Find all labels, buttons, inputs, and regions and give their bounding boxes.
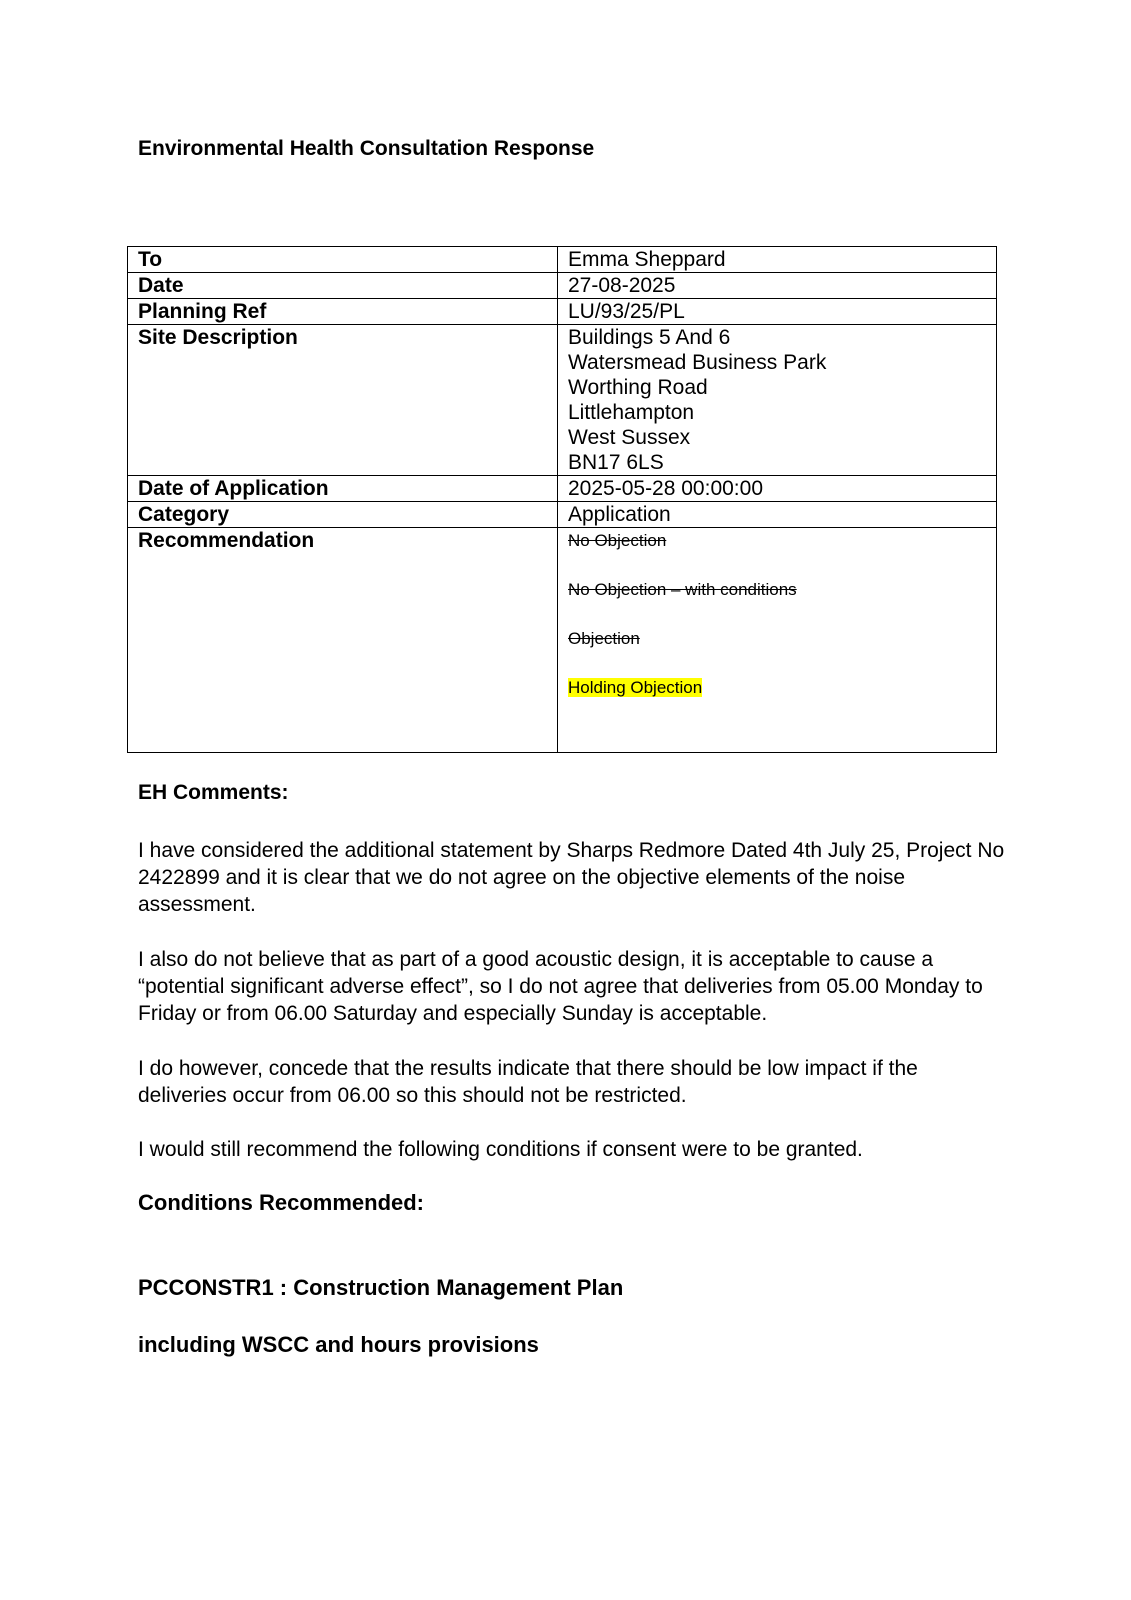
site-description-value (558, 325, 997, 476)
selected-recommendation-highlight: Holding Objection (568, 678, 703, 697)
planning-ref-value: LU/93/25/PL (558, 299, 997, 325)
table-row (128, 273, 997, 299)
table-row (128, 325, 997, 476)
comment-paragraph: I do however, concede that the results indicate that there should be low impact if the deliveries occur from 06.00 so this should not be restricted. (138, 1057, 918, 1107)
to-label: To (128, 247, 558, 273)
date-of-application-label: Date of Application (128, 476, 558, 502)
site-description-label: Site Description (128, 325, 558, 476)
condition-title: PCCONSTR1 : Construction Management Plan (138, 1275, 624, 1300)
recommendation-objection: Objection (568, 629, 640, 648)
recommendation-holding-objection (568, 675, 986, 700)
category-value: Application (558, 502, 997, 528)
site-address-line: Worthing Road (568, 376, 708, 399)
eh-comments-heading: EH Comments: (138, 781, 289, 804)
date-label: Date (128, 273, 558, 299)
site-address-line: Buildings 5 And 6 (568, 326, 731, 349)
planning-ref-label: Planning Ref (128, 299, 558, 325)
table-row (128, 299, 997, 325)
comment-paragraph: I would still recommend the following conditions if consent were to be granted. (138, 1138, 863, 1161)
site-address-line: Littlehampton (568, 401, 695, 424)
site-address-line: Watersmead Business Park (568, 351, 827, 374)
category-label: Category (128, 502, 558, 528)
table-row (128, 247, 997, 273)
table-row (128, 476, 997, 502)
table-row (128, 528, 997, 753)
recommendation-options (558, 528, 997, 753)
consultation-details-table (127, 246, 997, 753)
condition-subtitle: including WSCC and hours provisions (138, 1332, 539, 1357)
conditions-heading: Conditions Recommended: (138, 1190, 425, 1215)
recommendation-no-objection-with-conditions: No Objection – with conditions (568, 580, 797, 599)
date-value: 27-08-2025 (558, 273, 997, 299)
date-of-application-value: 2025-05-28 00:00:00 (558, 476, 997, 502)
recommendation-no-objection: No Objection (568, 531, 667, 550)
recommendation-label: Recommendation (128, 528, 558, 753)
document-title: Environmental Health Consultation Response (138, 137, 595, 160)
table-row (128, 502, 997, 528)
site-address-line: West Sussex (568, 426, 691, 449)
comment-paragraph: I also do not believe that as part of a good acoustic design, it is acceptable to cause a “potential significant adverse effect”, so I do not agree that deliveries from 05.00 Monday to Friday or from 06.00 Saturday and especially Sunday is acceptable. (138, 948, 983, 1025)
site-address-line: BN17 6LS (568, 451, 664, 474)
comment-paragraph: I have considered the additional statement by Sharps Redmore Dated 4th July 25, Project No 2422899 and it is clear that we do not agree on the objective elements of the noise assessment. (138, 839, 1005, 916)
to-value: Emma Sheppard (558, 247, 997, 273)
